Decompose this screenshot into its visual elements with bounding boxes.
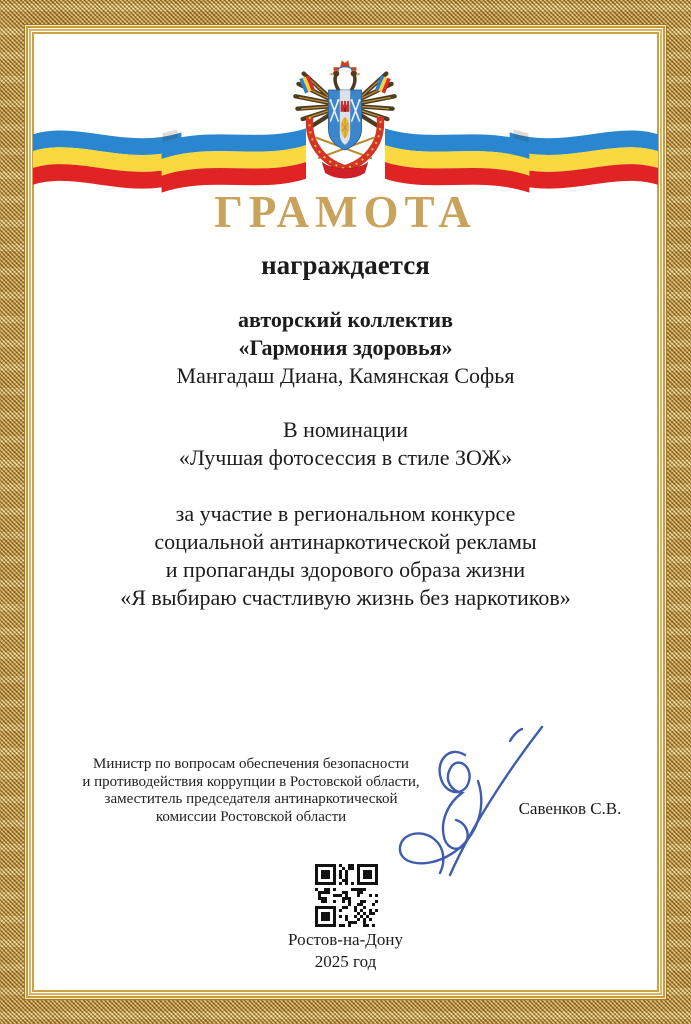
nomination-block xyxy=(0,416,691,472)
award-line-3: и пропаганды здорового образа жизни xyxy=(165,557,526,582)
ribbon-front-segment xyxy=(162,128,306,192)
recipient-members: Мангадаш Диана, Камянская Софья xyxy=(176,363,515,388)
certificate-title: ГРАМОТА xyxy=(214,187,477,237)
award-line-1: за участие в региональном конкурсе xyxy=(175,501,516,526)
recipient-team-name: «Гармония здоровья» xyxy=(238,335,453,360)
signature-icon xyxy=(362,713,554,883)
qr-code-icon xyxy=(315,864,378,927)
coat-of-arms-icon xyxy=(291,57,399,179)
award-reason-block xyxy=(0,500,691,612)
signatory-position-line4: комиссии Ростовской области xyxy=(155,808,347,825)
footer-city: Ростов-на-Дону xyxy=(288,930,403,949)
nomination-intro: В номинации xyxy=(282,417,409,442)
recipient-block xyxy=(0,306,691,390)
signatory-name: Савенков С.В. xyxy=(518,799,622,818)
award-line-4: «Я выбираю счастливую жизнь без наркотиков» xyxy=(120,585,571,610)
nomination-name: «Лучшая фотосессия в стиле ЗОЖ» xyxy=(178,445,513,470)
signatory-position-line1: Министр по вопросам обеспечения безопасности xyxy=(93,756,409,772)
ribbon-rear-segment xyxy=(33,130,181,188)
awarded-label: награждается xyxy=(261,250,430,280)
footer-year: 2025 год xyxy=(314,952,377,971)
signatory-position-line3: заместитель председателя антинаркотической xyxy=(104,791,398,807)
signatory-position-line2: и противодействия коррупции в Ростовской области, xyxy=(82,773,420,790)
recipient-group: авторский коллектив xyxy=(238,307,453,332)
award-line-2: социальной антинаркотической рекламы xyxy=(154,529,537,554)
